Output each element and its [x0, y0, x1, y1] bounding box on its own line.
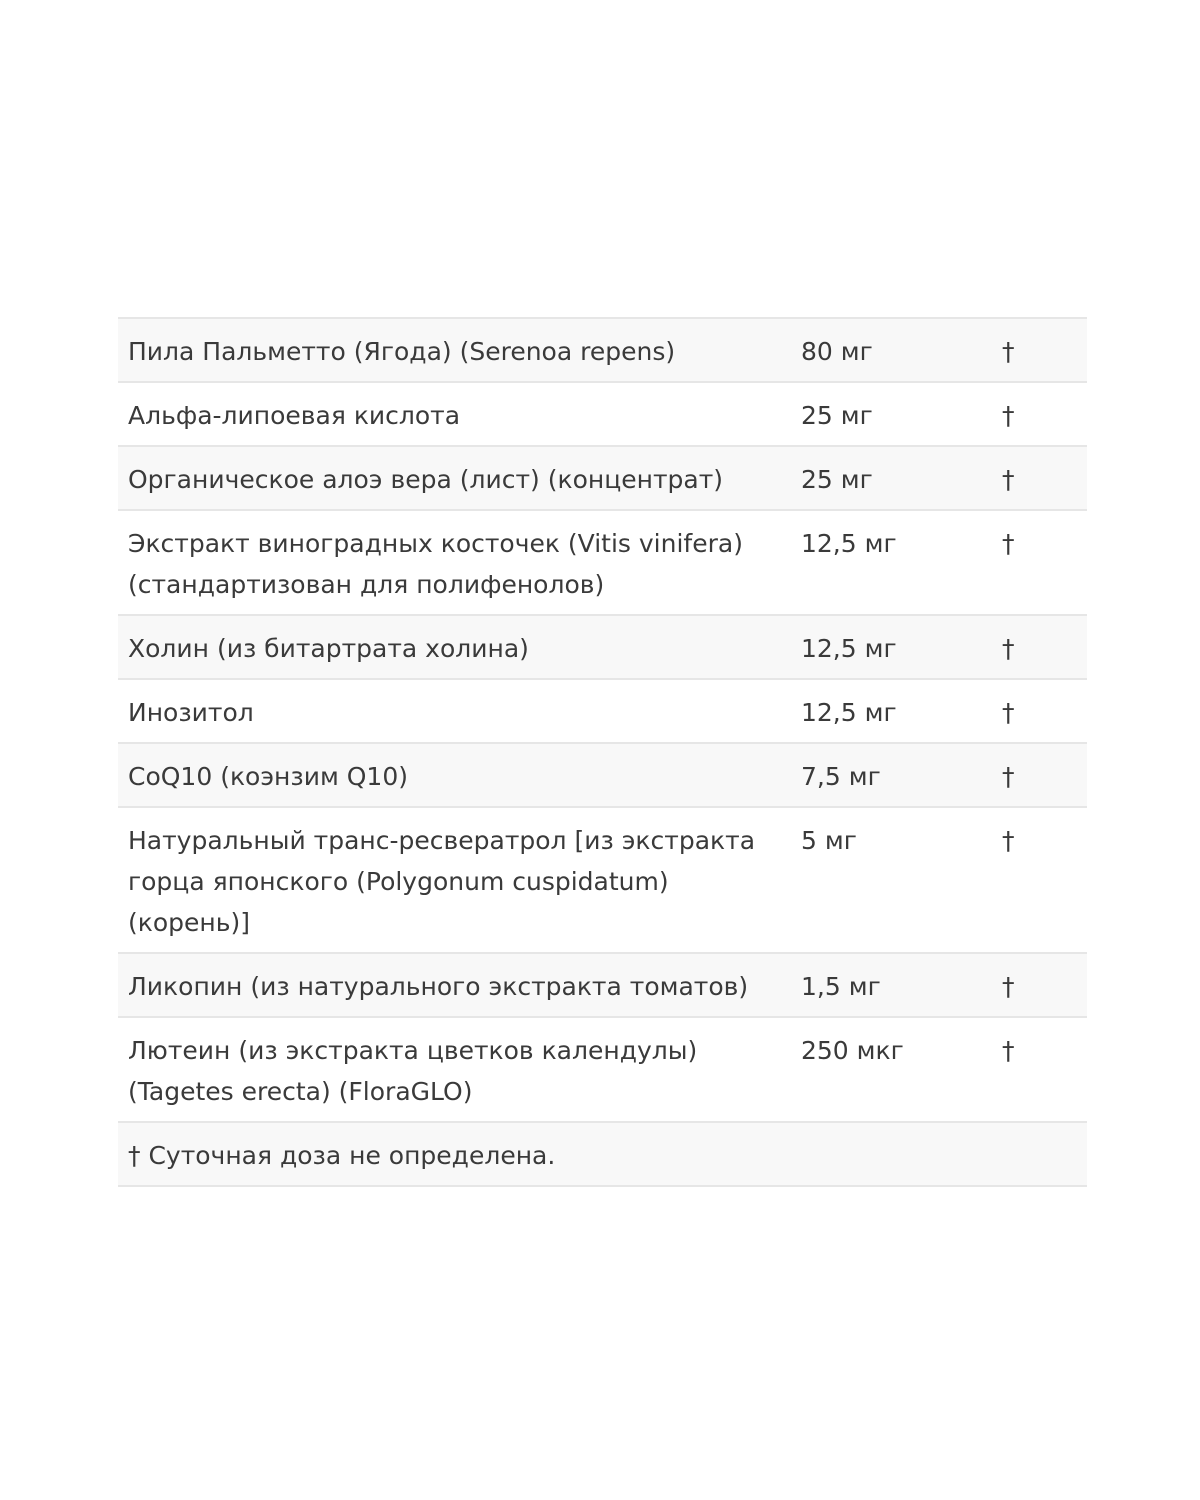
ingredient-name: Инозитол: [128, 698, 254, 727]
ingredient-name: Экстракт виноградных косточек (Vitis vinifera) (стандартизован для полифенолов): [128, 529, 743, 599]
ingredient-name: Ликопин (из натурального экстракта томатов): [128, 972, 749, 1001]
table-row: [118, 382, 1087, 446]
ingredient-name: Холин (из битартрата холина): [128, 634, 529, 663]
table-row: [118, 953, 1087, 1017]
ingredient-amount: 80 мг: [801, 337, 873, 366]
table-row: [118, 615, 1087, 679]
ingredient-name: Альфа-липоевая кислота: [128, 401, 461, 430]
ingredient-amount: 250 мкг: [801, 1036, 904, 1065]
ingredient-amount: 25 мг: [801, 465, 873, 494]
table-row: [118, 679, 1087, 743]
daily-value-footnote: † Суточная доза не определена.: [128, 1141, 556, 1170]
supplement-facts-table: [118, 317, 1087, 1187]
ingredient-amount: 5 мг: [801, 826, 857, 855]
ingredient-name: Натуральный транс-ресвератрол [из экстракта горца японского (Polygonum cuspidatum) (корень)]: [128, 826, 756, 937]
table-row: [118, 510, 1087, 615]
table-row: [118, 743, 1087, 807]
daily-value-mark: †: [1002, 972, 1015, 1001]
footnote-row: [118, 1122, 1087, 1186]
daily-value-mark: †: [1002, 1036, 1015, 1065]
daily-value-mark: †: [1002, 401, 1015, 430]
ingredient-name: Лютеин (из экстракта цветков календулы) (Tagetes erecta) (FloraGLO): [128, 1036, 698, 1106]
ingredient-amount: 12,5 мг: [801, 698, 897, 727]
ingredient-amount: 1,5 мг: [801, 972, 881, 1001]
table-row: [118, 318, 1087, 382]
daily-value-mark: †: [1002, 465, 1015, 494]
daily-value-mark: †: [1002, 529, 1015, 558]
ingredient-amount: 12,5 мг: [801, 634, 897, 663]
ingredient-amount: 25 мг: [801, 401, 873, 430]
daily-value-mark: †: [1002, 698, 1015, 727]
daily-value-mark: †: [1002, 826, 1015, 855]
table-row: [118, 1017, 1087, 1122]
ingredient-name: CoQ10 (коэнзим Q10): [128, 762, 408, 791]
ingredients-table: [118, 317, 1087, 1187]
table-row: [118, 807, 1087, 953]
daily-value-mark: †: [1002, 762, 1015, 791]
ingredient-name: Пила Пальметто (Ягода) (Serenoa repens): [128, 337, 676, 366]
ingredient-amount: 12,5 мг: [801, 529, 897, 558]
daily-value-mark: †: [1002, 337, 1015, 366]
ingredient-name: Органическое алоэ вера (лист) (концентрат): [128, 465, 724, 494]
ingredient-amount: 7,5 мг: [801, 762, 881, 791]
daily-value-mark: †: [1002, 634, 1015, 663]
table-row: [118, 446, 1087, 510]
